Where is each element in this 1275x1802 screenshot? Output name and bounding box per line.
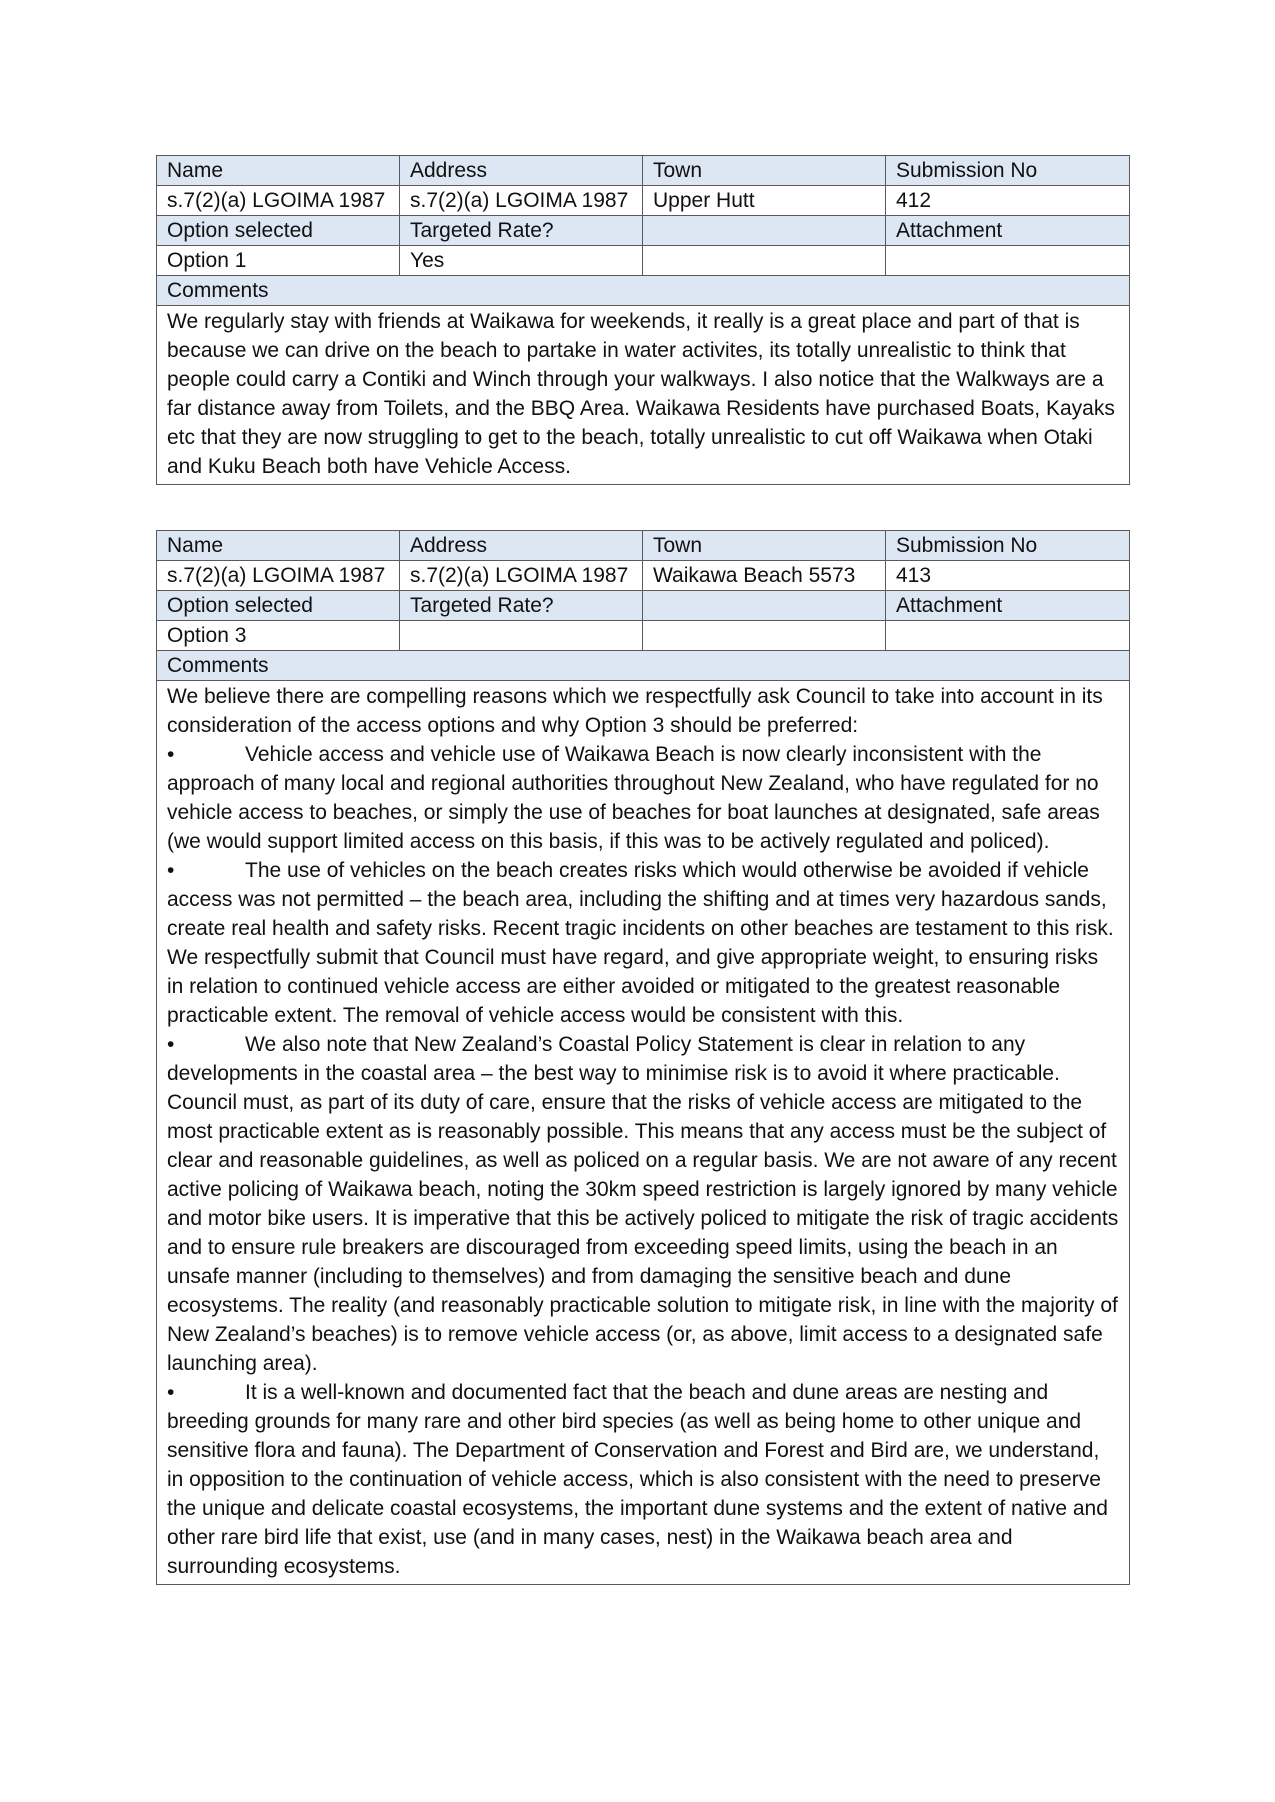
town-header: Town [643, 531, 886, 561]
comments-row [157, 306, 1130, 485]
attachment-value [886, 621, 1130, 651]
attachment-value [886, 246, 1130, 276]
option-selected-header: Option selected [157, 591, 400, 621]
address-header: Address [400, 156, 643, 186]
submission-table-412 [156, 155, 1130, 485]
option-header-row [157, 591, 1130, 621]
bullet-icon: • [167, 1033, 175, 1056]
bullet-text: The use of vehicles on the beach creates risks which would otherwise be avoided if vehicle access was not permitted – the beach area, including the shifting and at times very hazardous sands, create real health and safety risks. Recent tragic incidents on other beaches are testament to this risk. We respectfully submit that Council must have regard, and give appropriate weight, to ensuring risks in relation to continued vehicle access are either avoided or mitigated to the greatest reasonable practicable extent. The removal of vehicle access would be consistent with this. [167, 859, 1114, 1027]
empty-cell [643, 246, 886, 276]
empty-header-cell [643, 591, 886, 621]
comments-header: Comments [157, 276, 1130, 306]
comment-intro: We believe there are compelling reasons which we respectfully ask Council to take into account in its consideration of the access options and why Option 3 should be preferred: [167, 685, 1103, 737]
comments-row [157, 681, 1130, 1585]
bullet-icon: • [167, 1381, 175, 1404]
address-value: s.7(2)(a) LGOIMA 1987 [400, 186, 643, 216]
option-value: Option 1 [157, 246, 400, 276]
submission-no-header: Submission No [886, 156, 1130, 186]
targeted-rate-header: Targeted Rate? [400, 591, 643, 621]
bullet-icon: • [167, 743, 175, 766]
bullet-text: It is a well-known and documented fact that the beach and dune areas are nesting and breeding grounds for many rare and other bird species (as well as being home to other unique and sensitive flora and fauna). The Department of Conservation and Forest and Bird are, we understand, in opposition to the continuation of vehicle access, which is also consistent with the need to preserve the unique and delicate coastal ecosystems, the important dune systems and the extent of native and other rare bird life that exist, use (and in many cases, nest) in the Waikawa beach area and surrounding ecosystems. [167, 1381, 1108, 1578]
address-header: Address [400, 531, 643, 561]
comment-bullet [167, 1030, 1119, 1378]
option-selected-header: Option selected [157, 216, 400, 246]
empty-header-cell [643, 216, 886, 246]
town-header: Town [643, 156, 886, 186]
comments-header-row [157, 276, 1130, 306]
bullet-text: Vehicle access and vehicle use of Waikawa Beach is now clearly inconsistent with the approach of many local and regional authorities throughout New Zealand, who have regulated for no vehicle access to beaches, or simply the use of beaches for boat launches at designated, safe areas (we would support limited access on this basis, if this was to be actively regulated and policed). [167, 743, 1100, 853]
targeted-rate-value: Yes [400, 246, 643, 276]
option-value: Option 3 [157, 621, 400, 651]
details-row [157, 186, 1130, 216]
comments-header-row [157, 651, 1130, 681]
header-row [157, 156, 1130, 186]
comment-text: We regularly stay with friends at Waikawa for weekends, it really is a great place and part of that is because we can drive on the beach to partake in water activites, its totally unrealistic to think that people could carry a Contiki and Winch through your walkways. I also notice that the Walkways are a far distance away from Toilets, and the BBQ Area. Waikawa Residents have purchased Boats, Kayaks etc that they are now struggling to get to the beach, totally unrealistic to cut off Waikawa when Otaki and Kuku Beach both have Vehicle Access. [157, 306, 1130, 485]
submission-no-header: Submission No [886, 531, 1130, 561]
comment-body [157, 681, 1130, 1585]
comments-header: Comments [157, 651, 1130, 681]
targeted-rate-header: Targeted Rate? [400, 216, 643, 246]
submission-no-value: 413 [886, 561, 1130, 591]
address-value: s.7(2)(a) LGOIMA 1987 [400, 561, 643, 591]
bullet-icon: • [167, 859, 175, 882]
option-header-row [157, 216, 1130, 246]
submission-table-413 [156, 530, 1130, 1585]
header-row [157, 531, 1130, 561]
town-value: Waikawa Beach 5573 [643, 561, 886, 591]
town-value: Upper Hutt [643, 186, 886, 216]
targeted-rate-value [400, 621, 643, 651]
comment-bullet [167, 856, 1119, 1030]
bullet-text: We also note that New Zealand’s Coastal Policy Statement is clear in relation to any developments in the coastal area – the best way to minimise risk is to avoid it where practicable. Council must, as part of its duty of care, ensure that the risks of vehicle access are mitigated to the most practicable extent as is reasonably possible. This means that any access must be the subject of clear and reasonable guidelines, as well as policed on a regular basis. We are not aware of any recent active policing of Waikawa beach, noting the 30km speed restriction is largely ignored by many vehicle and motor bike users. It is imperative that this be actively policed to mitigate the risk of tragic accidents and to ensure rule breakers are discouraged from exceeding speed limits, using the beach in an unsafe manner (including to themselves) and from damaging the sensitive beach and dune ecosystems. The reality (and reasonably practicable solution to mitigate risk, in line with the majority of New Zealand’s beaches) is to remove vehicle access (or, as above, limit access to a designated safe launching area). [167, 1033, 1119, 1375]
name-header: Name [157, 156, 400, 186]
name-value: s.7(2)(a) LGOIMA 1987 [157, 561, 400, 591]
details-row [157, 561, 1130, 591]
empty-cell [643, 621, 886, 651]
comment-bullet [167, 740, 1119, 856]
submission-no-value: 412 [886, 186, 1130, 216]
name-value: s.7(2)(a) LGOIMA 1987 [157, 186, 400, 216]
comment-bullet [167, 1378, 1119, 1581]
name-header: Name [157, 531, 400, 561]
option-row [157, 621, 1130, 651]
attachment-header: Attachment [886, 591, 1130, 621]
attachment-header: Attachment [886, 216, 1130, 246]
option-row [157, 246, 1130, 276]
